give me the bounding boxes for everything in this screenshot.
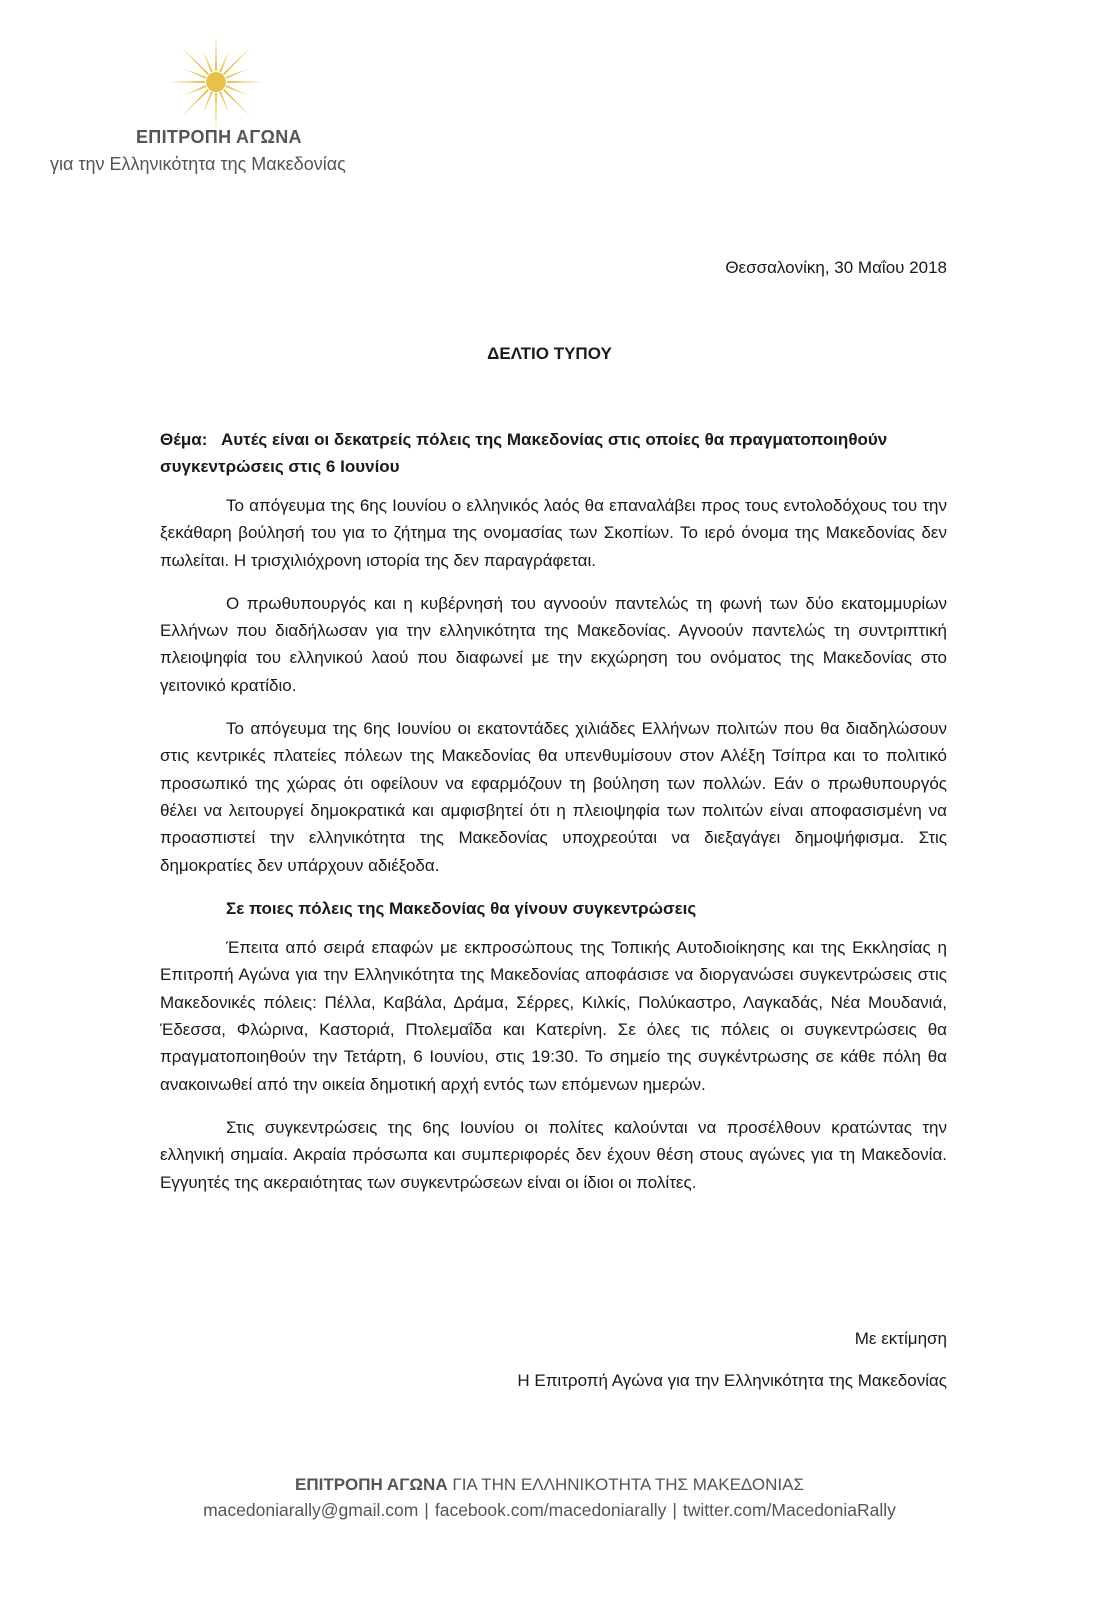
logo-ray xyxy=(182,89,209,116)
paragraph-3: Το απόγευμα της 6ης Ιουνίου οι εκατοντάδες χιλιάδες Ελλήνων πολιτών που θα διαδηλώσουν στις κεντρικές πλατείες πόλεων της Μακεδονίας θα υπενθυμίσουν στον Αλέξη Τσίπρα και το πολιτικό προσωπικό της χώρας ότι οφείλουν να εφαρμόζουν τη βούληση των πολλών. Εάν ο πρωθυπουργός θέλει να λειτουργεί δημοκρατικά και αμφισβητεί ότι η πλειοψηφία των πολιτών είναι αποφασισμένη να προασπιστεί την ελληνικότητα της Μακεδονίας υποχρεούται να διεξαγάγει δημοψήφισμα. Στις δημοκρατίες δεν υπάρχουν αδιέξοδα. xyxy=(160,719,947,875)
logo-ray xyxy=(185,69,207,79)
document-heading: ΔΕΛΤΙΟ ΤΥΠΟΥ xyxy=(487,344,612,363)
paragraph-2: Ο πρωθυπουργός και η κυβέρνησή του αγνοούν παντελώς τη φωνή των δύο εκατομμυρίων Ελλήνων που διαδήλωσαν για την ελληνικότητα της Μακεδονίας. Αγνοούν παντελώς τη συντριπτική πλειοψηφία του ελληνικού λαού που διαφωνεί με την εκχώρηση του ονόματος της Μακεδονίας στο γειτονικό κρατίδιο. xyxy=(160,593,947,695)
footer-twitter[interactable]: twitter.com/MacedoniaRally xyxy=(682,1500,896,1520)
closing-block xyxy=(517,1318,947,1402)
date-line: Θεσσαλονίκη, 30 Μαΐου 2018 xyxy=(725,258,947,277)
logo-ray xyxy=(185,85,207,95)
subject-label: Θέμα: xyxy=(160,430,208,449)
footer-separator: | xyxy=(672,1500,677,1520)
section-heading: Σε ποιες πόλεις της Μακεδονίας θα γίνουν συγκεντρώσεις xyxy=(226,898,697,918)
logo-ray xyxy=(219,92,229,114)
logo-ray xyxy=(226,69,248,79)
organization-subtitle: για την Ελληνικότητα της Μακεδονίας xyxy=(50,154,346,174)
logo-ray xyxy=(226,85,248,95)
footer-facebook[interactable]: facebook.com/macedoniarally xyxy=(434,1500,667,1520)
subject-line xyxy=(160,426,947,480)
section-paragraph-1: Έπειτα από σειρά επαφών με εκπροσώπους της Τοπικής Αυτοδιοίκησης και της Εκκλησίας η Επιτροπή Αγώνα για την Ελληνικότητα της Μακεδονίας αποφάσισε να διοργανώσει συγκεντρώσεις στις Μακεδονικές πόλεις: Πέλλα, Καβάλα, Δράμα, Σέρρες, Κιλκίς, Πολύκαστρο, Λαγκαδάς, Νέα Μουδανιά, Έδεσσα, Φλώρινα, Καστοριά, Πτολεμαΐδα και Κατερίνη. Σε όλες τις πόλεις οι συγκεντρώσεις θα πραγματοποιηθούν την Τετάρτη, 6 Ιουνίου, στις 19:30. Το σημείο της συγκέντρωσης σε κάθε πόλη θα ανακοινωθεί από την οικεία δημοτική αρχή εντός των επόμενων ημερών. xyxy=(160,938,947,1094)
footer-title-rest: ΓΙΑ ΤΗΝ ΕΛΛΗΝΙΚΟΤΗΤΑ ΤΗΣ ΜΑΚΕΔΟΝΙΑΣ xyxy=(447,1475,805,1494)
logo-ray xyxy=(223,89,250,116)
logo-ray xyxy=(215,93,217,130)
closing-signature: Η Επιτροπή Αγώνα για την Ελληνικότητα της Μακεδονίας xyxy=(517,1371,947,1390)
logo-ray xyxy=(223,48,250,75)
vergina-sun-logo xyxy=(164,30,268,134)
section-paragraph-2: Στις συγκεντρώσεις της 6ης Ιουνίου οι πολίτες καλούνται να προσέλθουν κρατώντας την ελληνική σημαία. Ακραία πρόσωπα και συμπεριφορές δεν έχουν θέση στους αγώνες για τη Μακεδονία. Εγγυητές της ακεραιότητας των συγκεντρώσεων είναι οι ίδιοι οι πολίτες. xyxy=(160,1117,947,1192)
paragraph-1: Το απόγευμα της 6ης Ιουνίου ο ελληνικός λαός θα επαναλάβει προς τους εντολοδόχους του την ξεκάθαρη βούλησή του για το ζήτημα της ονομασίας των Σκοπίων. Το ιερό όνομα της Μακεδονίας δεν πωλείται. Η τρισχιλιόχρονη ιστορία της δεν παραγράφεται. xyxy=(160,496,947,570)
logo-ray xyxy=(168,81,205,83)
subject-text: Αυτές είναι οι δεκατρείς πόλεις της Μακεδονίας στις οποίες θα πραγματοποιηθούν συγκεντρώσεις στις 6 Ιουνίου xyxy=(160,430,888,476)
footer-separator: | xyxy=(424,1500,429,1520)
logo-ray xyxy=(219,51,229,73)
closing-regards: Με εκτίμηση xyxy=(854,1329,947,1348)
footer-title xyxy=(0,1475,1099,1495)
footer-contacts xyxy=(0,1500,1099,1521)
logo-ray xyxy=(227,81,264,83)
organization-name: ΕΠΙΤΡΟΠΗ ΑΓΩΝΑ xyxy=(136,127,302,147)
footer-title-bold: ΕΠΙΤΡΟΠΗ ΑΓΩΝΑ xyxy=(294,1475,448,1494)
logo-ray xyxy=(203,51,213,73)
logo-ray xyxy=(215,34,217,71)
logo-ray xyxy=(203,92,213,114)
document-body xyxy=(160,492,947,1212)
footer-email[interactable]: macedoniarally@gmail.com xyxy=(203,1500,419,1520)
logo-center xyxy=(206,72,226,92)
logo-ray xyxy=(182,48,209,75)
